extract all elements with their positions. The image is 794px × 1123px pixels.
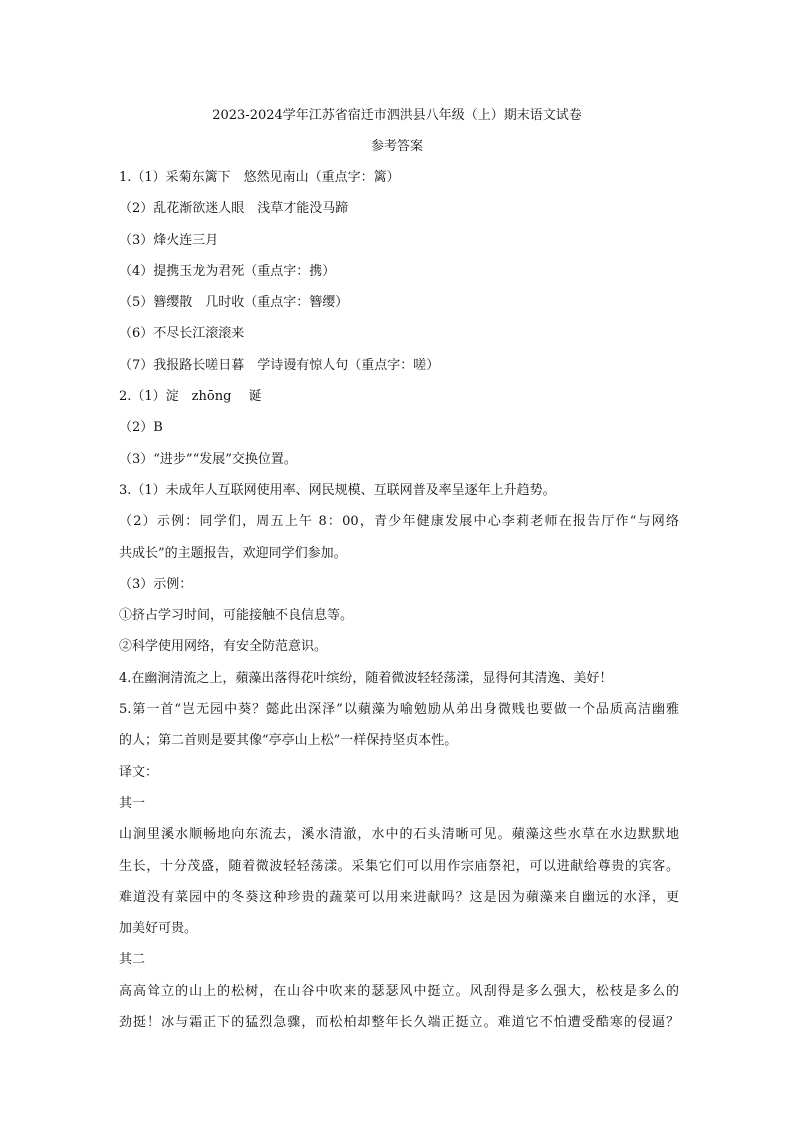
answer-line: （2）示例：同学们，周五上午 8：00，青少年健康发展中心李莉老师在报告厅作“与网络 bbox=[119, 514, 679, 530]
poem-heading: 其二 bbox=[119, 952, 146, 968]
answer-line: 1.（1）采菊东篱下 悠然见南山（重点字：篱） bbox=[119, 170, 400, 185]
answer-line: （3）烽火连三月 bbox=[119, 232, 219, 248]
answer-line: （3）示例： bbox=[119, 576, 193, 592]
answer-content bbox=[119, 162, 679, 1038]
translation-heading: 译文： bbox=[119, 764, 159, 780]
answer-line: （5）簪缨散 几时收（重点字：簪缨） bbox=[119, 295, 349, 311]
answer-line: （4）提携玉龙为君死（重点字：携） bbox=[119, 263, 336, 279]
translation-line: 生长，十分茂盛，随着微波轻轻荡漾。采集它们可以用作宗庙祭祀，可以进献给尊贵的宾客。 bbox=[119, 858, 679, 874]
answer-line: 共成长”的主题报告，欢迎同学们参加。 bbox=[119, 545, 347, 561]
answer-line: （2）B bbox=[119, 420, 163, 436]
translation-line: 难道没有菜园中的冬葵这种珍贵的蔬菜可以用来进献吗？这是因为蘋藻来自幽远的水泽，更 bbox=[119, 889, 679, 905]
answer-line: （6）不尽长江滚滚来 bbox=[119, 326, 245, 342]
answer-line: ①挤占学习时间，可能接触不良信息等。 bbox=[119, 608, 354, 624]
translation-line: 高高耸立的山上的松树，在山谷中吹来的瑟瑟风中挺立。风刮得是多么强大，松枝是多么的 bbox=[119, 983, 679, 999]
answer-line: 的人；第二首则是要其像“亭亭山上松”一样保持坚贞本性。 bbox=[119, 733, 458, 749]
document-title: 2023-2024学年江苏省宿迁市泗洪县八年级（上）期末语文试卷 bbox=[212, 108, 582, 123]
translation-line: 劲挺！冰与霜正下的猛烈急骤，而松柏却整年长久端正挺立。难道它不怕遭受酷寒的侵逼？ bbox=[119, 1015, 679, 1031]
answer-line: 2.（1）淀 zhōng 诞 bbox=[119, 389, 262, 405]
answer-line: （3）“进步”“发展”交换位置。 bbox=[119, 451, 297, 467]
answer-line: 4.在幽涧清流之上，蘋藻出落得花叶缤纷，随着微波轻轻荡漾，显得何其清逸、美好！ bbox=[119, 670, 613, 686]
document-subtitle: 参考答案 bbox=[370, 139, 423, 154]
translation-line: 加美好可贵。 bbox=[119, 921, 198, 937]
answer-line: ②科学使用网络，有安全防范意识。 bbox=[119, 639, 328, 655]
answer-line: 5.第一首“岂无园中葵？懿此出深泽”以蘋藻为喻勉励从弟出身微贱也要做一个品质高洁幽雅 bbox=[119, 702, 679, 718]
answer-line: 3.（1）未成年人互联网使用率、网民规模、互联网普及率呈逐年上升趋势。 bbox=[119, 482, 556, 498]
poem-heading: 其一 bbox=[119, 795, 146, 811]
translation-line: 山涧里溪水顺畅地向东流去，溪水清澈，水中的石头清晰可见。蘋藻这些水草在水边默默地 bbox=[119, 827, 679, 843]
answer-line: （7）我报路长嗟日暮 学诗谩有惊人句（重点字：嗟） bbox=[119, 357, 440, 373]
answer-line: （2）乱花渐欲迷人眼 浅草才能没马蹄 bbox=[119, 201, 349, 217]
